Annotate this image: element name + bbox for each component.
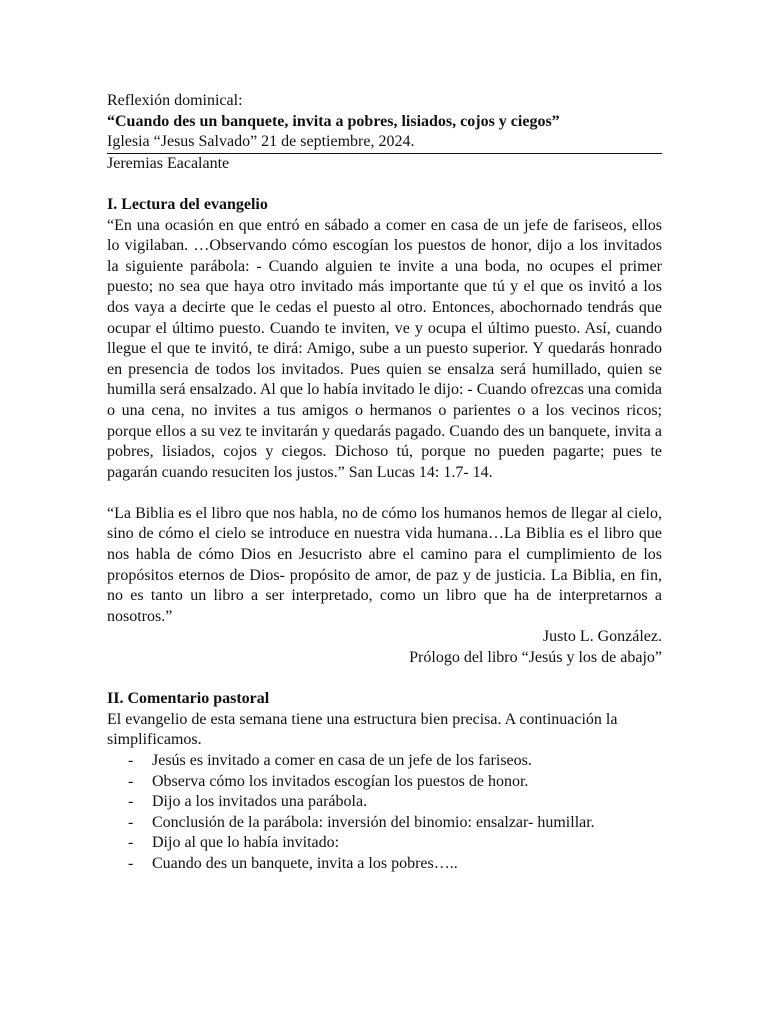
quote-author: Justo L. González.	[542, 628, 662, 646]
dash-bullet: -	[128, 793, 134, 811]
dash-bullet: -	[128, 752, 134, 769]
reflection-label: Reflexión dominical:	[107, 92, 243, 109]
gospel-paragraph: “En una ocasión en que entró en sábado a comer en casa de un jefe de fariseos, ellos lo vigilaban. …Observando cómo escogían los puestos de honor, dijo a los invitados la siguiente parábola: - Cuando alguien te invite a una boda, no ocupes el primer puesto; no sea que haya otro invitado más importante que tú y el que os invitó a los dos vaya a decirte que le cedas el puesto al otro. Entonces, abochornado tendrás que ocupar el último puesto. Cuando te inviten, ve y ocupa el último puesto. Así, cuando llegue el que te invitó, te dirá: Amigo, sube a un puesto superior. Y quedarás honrado en presencia de todos los invitados. Pues quien se ensalza será humillado, quien se humilla será ensalzado. Al que lo había invitado le dijo: - Cuando ofrezcas una comida o una cena, no invites a tus amigos o hermanos o parientes o a los vecinos ricos; porque ellos a su vez te invitarán y quedarás pagado. Cuando des un banquete, invita a pobres, lisiados, cojos y ciegos. Dichoso tú, porque no pueden pagarte; pues te pagarán cuando resuciten los justos.” San Lucas 14: 1.7- 14.	[107, 216, 662, 481]
section-heading-gospel: I. Lectura del evangelio	[107, 195, 268, 213]
section-pastoral-commentary	[107, 689, 662, 874]
bible-quote-paragraph: “La Biblia es el libro que nos habla, no de cómo los humanos hemos de llegar al cielo, sino de cómo el cielo se introduce en nuestra vida humana…La Biblia es el libro que nos habla de cómo Dios en Jesucristo abre el camino para el cumplimiento de los propósitos eternos de Dios- propósito de amor, de paz y de justicia. La Biblia, en fin, no es tanto un libro a ser interpretado, como un libro que ha de interpretarnos a nosotros.”	[107, 504, 662, 625]
spacer	[107, 483, 662, 504]
section-gospel-reading	[107, 195, 662, 669]
spacer	[107, 174, 662, 195]
document-header	[107, 91, 662, 174]
list-item: - Jesús es invitado a comer en casa de un jefe de los fariseos.	[107, 751, 662, 772]
author-name: Jeremias Eacalante	[107, 154, 230, 172]
structure-list	[107, 751, 662, 875]
document-page	[107, 91, 662, 875]
dash-bullet: -	[128, 772, 134, 790]
dash-bullet: -	[128, 834, 134, 852]
list-item: - Dijo al que lo había invitado:	[107, 833, 662, 854]
spacer	[107, 669, 662, 690]
commentary-intro: El evangelio de esta semana tiene una estructura bien precisa. A continuación la simplificamos.	[107, 710, 618, 749]
list-item: - Observa cómo los invitados escogían los puestos de honor.	[107, 772, 662, 793]
dash-bullet: -	[128, 854, 134, 872]
list-item: - Dijo a los invitados una parábola.	[107, 792, 662, 813]
document-title: “Cuando des un banquete, invita a pobres, lisiados, cojos y ciegos”	[107, 112, 560, 130]
list-item: - Cuando des un banquete, invita a los pobres…..	[107, 854, 662, 875]
quote-source: Prólogo del libro “Jesús y los de abajo”	[409, 649, 662, 667]
list-item: - Conclusión de la parábola: inversión del binomio: ensalzar- humillar.	[107, 813, 662, 834]
section-heading-commentary: II. Comentario pastoral	[107, 690, 270, 708]
dash-bullet: -	[128, 813, 134, 831]
church-date-line: Iglesia “Jesus Salvado” 21 de septiembre, 2024.	[107, 132, 662, 154]
